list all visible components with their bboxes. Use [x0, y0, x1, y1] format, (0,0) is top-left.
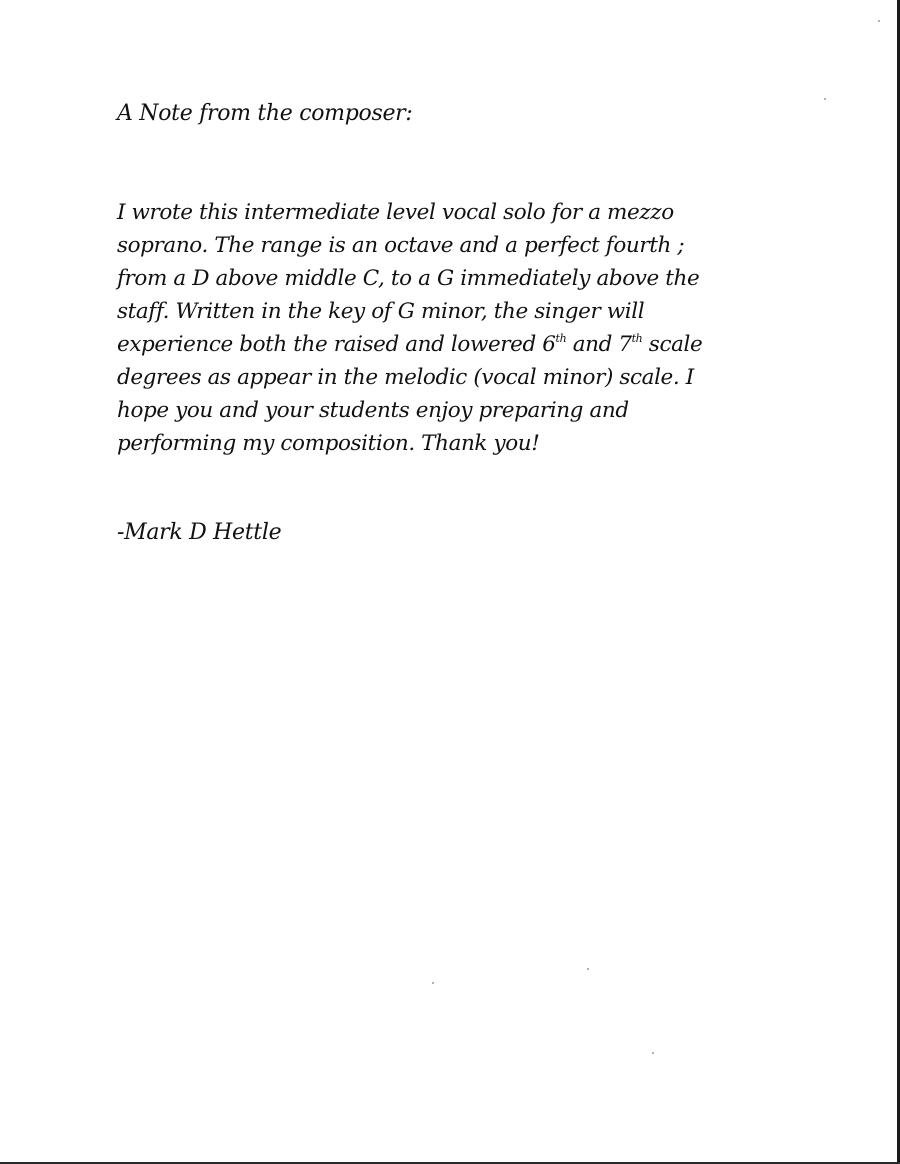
paragraph-line: from a D above middle C, to a G immediately above the: [117, 266, 700, 291]
paragraph-line: hope you and your students enjoy preparing and: [117, 398, 629, 423]
scan-speck: [824, 98, 826, 100]
paragraph-line: I wrote this intermediate level vocal solo for a mezzo: [117, 200, 674, 225]
paragraph-line: experience both the raised and lowered 6th and 7th scale: [117, 332, 703, 357]
scan-speck: [652, 1052, 654, 1054]
scan-speck: [878, 20, 880, 22]
note-heading: A Note from the composer:: [117, 101, 413, 126]
paragraph-line: degrees as appear in the melodic (vocal minor) scale. I: [117, 365, 694, 390]
composer-signature: -Mark D Hettle: [117, 520, 282, 545]
scan-speck: [587, 968, 589, 970]
scan-speck: [432, 982, 434, 984]
ordinal-suffix: th: [631, 332, 643, 345]
ordinal-suffix: th: [555, 332, 567, 345]
paragraph-line: staff. Written in the key of G minor, the singer will: [117, 299, 645, 324]
note-paragraph: [117, 196, 807, 460]
paragraph-line: performing my composition. Thank you!: [117, 431, 540, 456]
paragraph-line: soprano. The range is an octave and a perfect fourth ;: [117, 233, 685, 258]
